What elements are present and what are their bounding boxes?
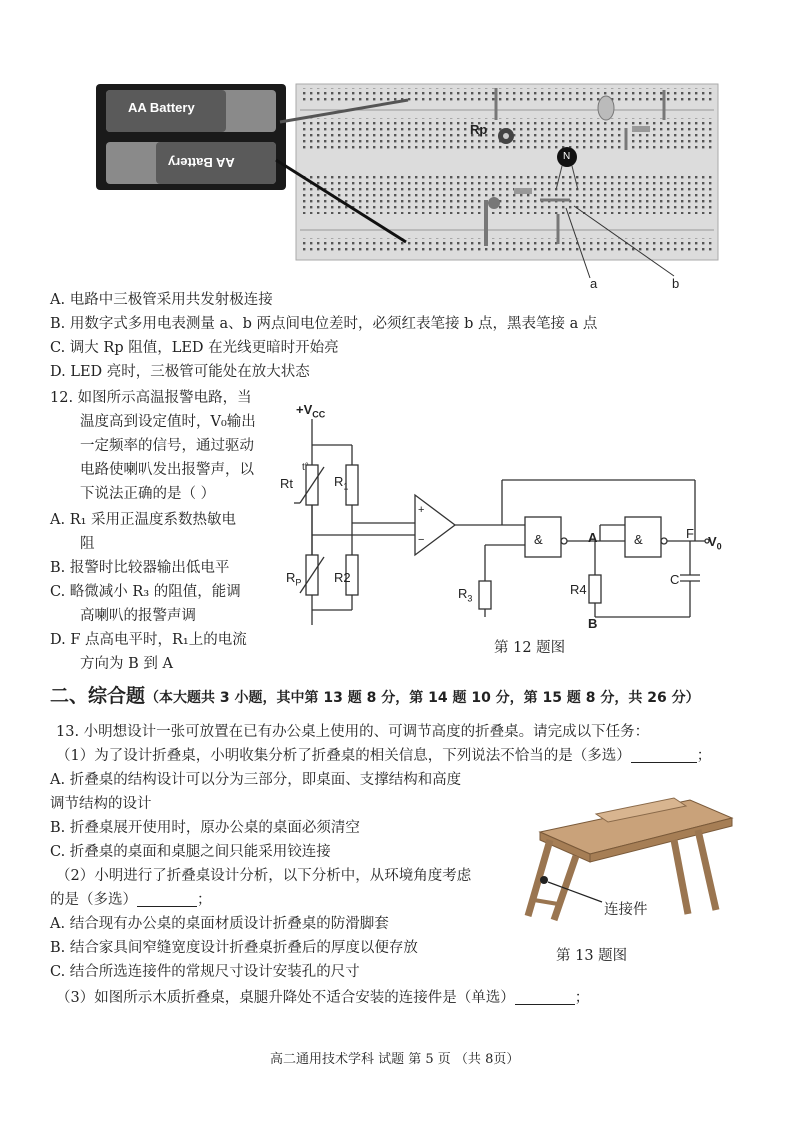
rp-circuit-label: $R_P$ — [286, 570, 302, 588]
q13-part3: （3）如图所示木质折叠桌，桌腿升降处不适合安装的连接件是（单选） ； — [56, 990, 590, 1006]
battery-top-label: AA Battery — [128, 100, 195, 115]
q12-stem-3: 一定频率的信号，通过驱动 — [80, 438, 254, 454]
q13-p1-option-a-2: 调节结构的设计 — [50, 796, 152, 812]
and-gate-2-label: & — [634, 532, 643, 547]
label-a: a — [590, 276, 598, 291]
q13-figure-caption: 第 13 题图 — [556, 948, 628, 964]
alarm-circuit-diagram — [270, 395, 740, 635]
r4-label: R4 — [570, 582, 587, 597]
q13-p1-option-a-1: A. 折叠桌的结构设计可以分为三部分，即桌面、支撑结构和高度 — [50, 772, 462, 788]
node-b-label: B — [588, 616, 598, 631]
q12-option-a-2: 阻 — [80, 536, 95, 552]
q13-p1-option-b: B. 折叠桌展开使用时，原办公桌的桌面必须清空 — [50, 820, 360, 836]
capacitor-label: C — [670, 572, 680, 587]
q12-option-c-1: C. 略微减小 R₃ 的阻值，能调 — [50, 584, 241, 600]
v0-label: $V_0$ — [708, 534, 722, 552]
q12-stem-2: 温度高到设定值时，V₀输出 — [80, 414, 256, 430]
q13-p2-option-a: A. 结合现有办公桌的桌面材质设计折叠桌的防滑脚套 — [50, 916, 389, 932]
q13-part1: （1）为了设计折叠桌，小明收集分析了折叠桌的相关信息，下列说法不恰当的是（多选） ； — [56, 748, 712, 764]
comparator-minus: − — [418, 534, 425, 546]
q12-option-c-2: 高喇叭的报警声调 — [80, 608, 196, 624]
q12-stem-4: 电路使喇叭发出报警声，以 — [80, 462, 254, 478]
q13-part2-line1: （2）小明进行了折叠桌设计分析，以下分析中，从环境角度考虑 — [56, 868, 472, 884]
section-2-heading: 二、综合题（本大题共 3 小题，其中第 13 题 8 分，第 14 题 10 分，第 15 题 8 分，共 26 分） — [50, 685, 700, 707]
photoresistor — [488, 197, 500, 209]
q11-option-b: B. 用数字式多用电表测量 a、b 两点间电位差时，必须红表笔接 b 点，黑表笔接 a 点 — [50, 316, 598, 332]
connector-label: 连接件 — [604, 902, 648, 918]
r3-label: $R_3$ — [458, 586, 473, 604]
q11-option-d: D. LED 亮时，三极管可能处在放大状态 — [50, 364, 310, 380]
page-footer: 高二通用技术学科 试题 第 5 页 （共 8页） — [270, 1052, 520, 1067]
node-a-label: A — [588, 530, 598, 545]
q12-stem-1: 12. 如图所示高温报警电路，当 — [50, 390, 252, 406]
comparator-plus: + — [418, 504, 425, 516]
q13-stem: 13. 小明想设计一张可放置在已有办公桌上使用的、可调节高度的折叠桌。请完成以下任务： — [56, 724, 650, 740]
label-b: b — [672, 276, 680, 291]
transistor-label: N — [563, 151, 571, 162]
q12-stem-5: 下说法正确的是（ ） — [80, 486, 216, 502]
q11-option-a: A. 电路中三极管采用共发射极连接 — [50, 292, 273, 308]
q12-option-a-1: A. R₁ 采用正温度系数热敏电 — [50, 512, 237, 528]
rp-label: Rp — [470, 122, 488, 137]
rt-label: Rt — [280, 476, 293, 491]
q13-p1-option-c: C. 折叠桌的桌面和桌腿之间只能采用铰连接 — [50, 844, 331, 860]
q12-option-d-1: D. F 点高电平时，R₁上的电流 — [50, 632, 247, 648]
and-gate-1-label: & — [534, 532, 543, 547]
battery-bottom-label: AA Battery — [168, 155, 235, 170]
q11-option-c: C. 调大 Rp 阻值，LED 在光线更暗时开始亮 — [50, 340, 339, 356]
t0-label: t° — [302, 462, 309, 473]
breadboard-figure — [0, 0, 800, 300]
r2-label: R2 — [334, 570, 351, 585]
node-f-label: F — [686, 526, 694, 541]
led — [598, 96, 614, 120]
q13-p2-option-b: B. 结合家具间窄缝宽度设计折叠桌折叠后的厚度以便存放 — [50, 940, 418, 956]
r1-label: $R_1$ — [334, 474, 349, 492]
q13-part2-line2: 的是（多选） ； — [50, 892, 212, 908]
q12-option-b: B. 报警时比较器输出低电平 — [50, 560, 230, 576]
vcc-label: $+V_{CC}$ — [296, 402, 326, 420]
q13-p2-option-c: C. 结合所选连接件的常规尺寸设计安装孔的尺寸 — [50, 964, 360, 980]
q12-option-d-2: 方向为 B 到 A — [80, 656, 173, 672]
q12-figure-caption: 第 12 题图 — [494, 640, 566, 656]
